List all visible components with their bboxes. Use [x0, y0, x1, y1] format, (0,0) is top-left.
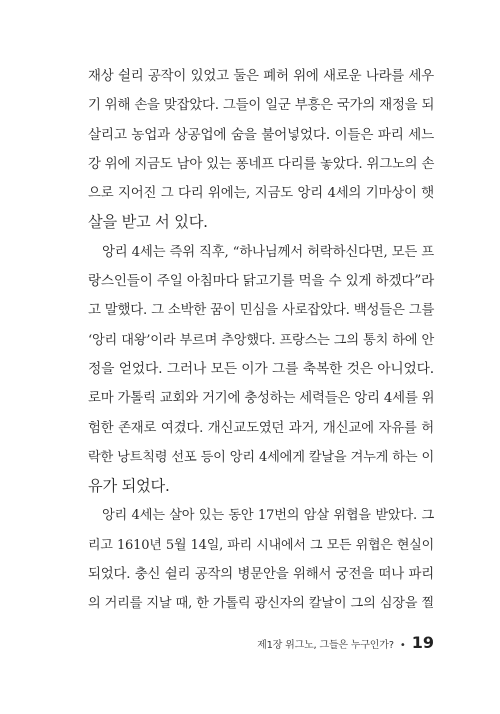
- text-line: 유가 되었다.: [88, 477, 170, 496]
- text-line: 리고 1610년 5월 14일, 파리 시내에서 그 모든 위협은 현실이: [88, 537, 434, 553]
- running-head: 제1장 위그노, 그들은 누구인가?: [257, 640, 394, 651]
- text-line: 로마 가톨릭 교회와 거기에 충성하는 세력들은 앙리 4세를 위: [88, 391, 435, 407]
- page-number: 19: [411, 633, 434, 652]
- text-line: 험한 존재로 여겼다. 개신교도였던 과거, 개신교에 자유를 허: [88, 420, 434, 436]
- page-footer: [257, 633, 434, 652]
- text-line: 되었다. 충신 쉴리 공작의 병문안을 위해서 궁전을 떠나 파리: [88, 567, 434, 583]
- text-line: 앙리 4세는 즉위 직후, “하나님께서 허락하신다면, 모든 프: [102, 244, 434, 260]
- text-line: 강 위에 지금도 남아 있는 퐁네프 다리를 놓았다. 위그노의 손: [88, 156, 435, 172]
- text-line: 으로 지어진 그 다리 위에는, 지금도 앙리 4세의 기마상이 햇: [88, 186, 434, 202]
- text-line: 락한 낭트칙령 선포 등이 앙리 4세에게 칼날을 겨누게 하는 이: [88, 449, 434, 465]
- text-line: 의 거리를 지날 때, 한 가톨릭 광신자의 칼날이 그의 심장을 찔: [88, 596, 434, 612]
- text-line: 살을 받고 서 있다.: [88, 213, 208, 232]
- text-line: 정을 얻었다. 그러나 모든 이가 그를 축복한 것은 아니었다.: [88, 360, 434, 377]
- text-line: ‘앙리 대왕’이라 부르며 추앙했다. 프랑스는 그의 통치 하에 안: [88, 332, 434, 348]
- text-line: 기 위해 손을 맞잡았다. 그들이 일군 부흥은 국가의 재정을 되: [88, 98, 435, 114]
- body-text: [88, 62, 434, 619]
- footer-separator: •: [399, 640, 406, 651]
- text-line: 살리고 농업과 상공업에 숨을 불어넣었다. 이들은 파리 세느: [88, 126, 434, 143]
- text-line: 앙리 4세는 살아 있는 동안 17번의 암살 위협을 받았다. 그: [102, 508, 434, 524]
- text-line: 고 말했다. 그 소박한 꿈이 민심을 사로잡았다. 백성들은 그를: [88, 303, 435, 319]
- text-line: 재상 쉴리 공작이 있었고 둘은 폐허 위에 새로운 나라를 세우: [88, 69, 434, 84]
- text-line: 랑스인들이 주일 아침마다 닭고기를 먹을 수 있게 하겠다”라: [88, 273, 434, 290]
